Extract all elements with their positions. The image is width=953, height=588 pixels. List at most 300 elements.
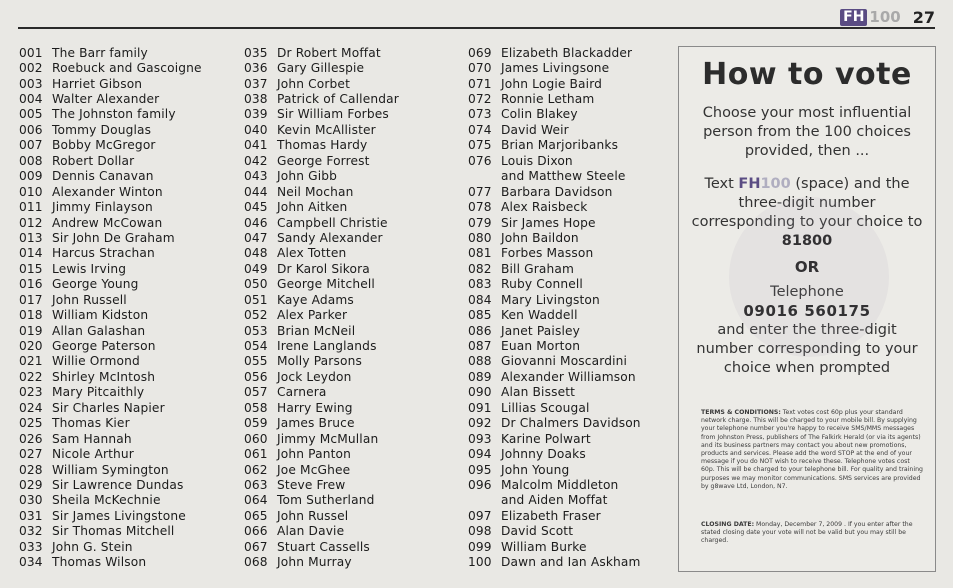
text-suffix: (space) and the three-digit number corresponding to your choice to: [691, 176, 923, 230]
list-item: [468, 122, 641, 137]
candidate-name: John G. Stein: [52, 539, 133, 554]
candidate-column-1: [19, 45, 202, 570]
candidate-number: 015: [19, 261, 43, 276]
candidate-number: 038: [244, 92, 268, 107]
list-item: [468, 138, 641, 153]
candidate-name: Harriet Gibson: [52, 76, 143, 91]
list-item: [244, 462, 399, 477]
candidate-number: 006: [19, 122, 43, 137]
candidate-number: 100: [468, 555, 492, 570]
candidate-name: Thomas Kier: [52, 416, 130, 431]
candidate-name: Patrick of Callendar: [277, 92, 399, 107]
terms-and-conditions: [701, 409, 923, 491]
list-item: [244, 261, 399, 276]
candidate-name: Alexander Williamson: [501, 369, 636, 384]
list-item: [468, 107, 641, 122]
candidate-name: John Panton: [277, 447, 351, 462]
candidate-number: 065: [244, 508, 268, 523]
candidate-name: Harry Ewing: [277, 400, 353, 415]
candidate-name: Andrew McCowan: [52, 215, 163, 230]
list-item: [19, 539, 202, 554]
candidate-number: 019: [19, 323, 43, 338]
candidate-name: John Russel: [277, 508, 349, 523]
candidate-number: 051: [244, 292, 268, 307]
candidate-name: Dr Karol Sikora: [277, 261, 370, 276]
list-item: [19, 524, 202, 539]
list-item: [244, 107, 399, 122]
candidate-number: 010: [19, 184, 43, 199]
list-item: [19, 76, 202, 91]
candidate-name: Jimmy McMullan: [277, 431, 379, 446]
candidate-name: Willie Ormond: [52, 354, 140, 369]
list-item: [244, 45, 399, 60]
list-item: [244, 307, 399, 322]
candidate-name: and Matthew Steele: [501, 169, 626, 184]
list-item: [19, 292, 202, 307]
candidate-number: 099: [468, 539, 492, 554]
candidate-number: 098: [468, 524, 492, 539]
phone-instructions: and enter the three-digit number corresponding to your choice when prompted: [696, 322, 918, 376]
candidate-number: 068: [244, 555, 268, 570]
candidate-name: The Barr family: [52, 45, 148, 60]
list-item: [244, 199, 399, 214]
list-item: [244, 338, 399, 353]
candidate-number: 032: [19, 524, 43, 539]
candidate-number: 096: [468, 477, 492, 492]
candidate-name: Dawn and Ian Askham: [501, 555, 641, 570]
candidate-name: Brian Marjoribanks: [501, 138, 619, 153]
list-item: [468, 338, 641, 353]
list-item: [244, 431, 399, 446]
candidate-number: 023: [19, 385, 43, 400]
candidate-number: 030: [19, 493, 43, 508]
candidate-name: Tommy Douglas: [52, 122, 152, 137]
list-item: [244, 524, 399, 539]
candidate-name: Lewis Irving: [52, 261, 127, 276]
candidate-name: Ruby Connell: [501, 277, 583, 292]
candidate-number: 059: [244, 416, 268, 431]
list-item: [19, 446, 202, 461]
list-item: [468, 493, 641, 508]
candidate-number: 035: [244, 45, 268, 60]
candidate-name: and Aiden Moffat: [501, 493, 608, 508]
list-item: [244, 91, 399, 106]
candidate-number: 092: [468, 416, 492, 431]
candidate-number: 026: [19, 431, 43, 446]
candidate-name: Forbes Masson: [501, 246, 594, 261]
list-item: [19, 354, 202, 369]
candidate-name: Shirley McIntosh: [52, 369, 156, 384]
vote-title: How to vote: [702, 57, 912, 92]
candidate-name: Alex Parker: [277, 308, 348, 323]
candidate-name: Dr Robert Moffat: [277, 45, 381, 60]
list-item: [244, 539, 399, 554]
candidate-name: Molly Parsons: [277, 354, 362, 369]
list-item: [19, 554, 202, 569]
candidate-name: Elizabeth Blackadder: [501, 45, 633, 60]
candidate-name: Stuart Cassells: [277, 539, 370, 554]
list-item: [244, 169, 399, 184]
list-item: [244, 354, 399, 369]
list-item: [468, 416, 641, 431]
list-item: [468, 76, 641, 91]
candidate-name: Robert Dollar: [52, 153, 135, 168]
candidate-number: 085: [468, 308, 492, 323]
candidate-number: 061: [244, 447, 268, 462]
candidate-number: 084: [468, 292, 492, 307]
list-item: [244, 60, 399, 75]
candidate-number: 083: [468, 277, 492, 292]
candidate-name: Sir Thomas Mitchell: [52, 524, 175, 539]
list-item: [468, 400, 641, 415]
page-number: 27: [912, 7, 935, 27]
list-item: [244, 246, 399, 261]
list-item: [19, 277, 202, 292]
candidate-number: 074: [468, 122, 492, 137]
candidate-number: 021: [19, 354, 43, 369]
candidate-number: 094: [468, 447, 492, 462]
candidate-name: Sir James Livingstone: [52, 508, 186, 523]
candidate-number: 093: [468, 431, 492, 446]
candidate-number: 076: [468, 153, 492, 168]
list-item: [468, 169, 641, 184]
list-item: [244, 554, 399, 569]
candidate-name: George Paterson: [52, 339, 156, 354]
candidate-number: 012: [19, 215, 43, 230]
list-item: [19, 416, 202, 431]
candidate-name: Sir James Hope: [501, 215, 596, 230]
candidate-number: 087: [468, 339, 492, 354]
candidate-name: Sir John De Graham: [52, 230, 175, 245]
list-item: [19, 138, 202, 153]
candidate-name: Kevin McAllister: [277, 122, 376, 137]
candidate-number: 054: [244, 339, 268, 354]
candidate-number: 040: [244, 122, 268, 137]
candidate-number: 002: [19, 61, 43, 76]
list-item: [468, 261, 641, 276]
candidate-name: David Weir: [501, 122, 569, 137]
list-item: [244, 153, 399, 168]
candidate-name: John Aitken: [277, 200, 348, 215]
candidate-number: 075: [468, 138, 492, 153]
list-item: [19, 60, 202, 75]
candidate-name: Carnera: [277, 385, 327, 400]
candidate-number: 056: [244, 369, 268, 384]
candidate-number: 057: [244, 385, 268, 400]
list-item: [19, 246, 202, 261]
candidate-number: 090: [468, 385, 492, 400]
candidate-number: 017: [19, 292, 43, 307]
candidate-name: Sam Hannah: [52, 431, 132, 446]
candidate-name: David Scott: [501, 524, 574, 539]
list-item: [468, 477, 641, 492]
list-item: [244, 385, 399, 400]
list-item: [244, 369, 399, 384]
candidate-number: 077: [468, 184, 492, 199]
candidate-number: 080: [468, 230, 492, 245]
candidate-number: 082: [468, 261, 492, 276]
candidate-number: 033: [19, 539, 43, 554]
candidate-name: Bill Graham: [501, 261, 575, 276]
candidate-number: 042: [244, 153, 268, 168]
text-code-100: 100: [760, 176, 791, 192]
list-item: [468, 91, 641, 106]
list-item: [19, 338, 202, 353]
list-item: [19, 107, 202, 122]
list-item: [244, 477, 399, 492]
candidate-name: Allan Galashan: [52, 323, 146, 338]
list-item: [19, 462, 202, 477]
list-item: [19, 431, 202, 446]
candidate-name: John Murray: [277, 555, 352, 570]
candidate-number: 048: [244, 246, 268, 261]
candidate-number: 018: [19, 308, 43, 323]
candidate-number: 052: [244, 308, 268, 323]
candidate-number: 005: [19, 107, 43, 122]
candidate-name: Harcus Strachan: [52, 246, 155, 261]
candidate-number: 046: [244, 215, 268, 230]
candidate-name: George Young: [52, 277, 139, 292]
candidate-name: Alan Davie: [277, 524, 345, 539]
list-item: [244, 416, 399, 431]
list-item: [19, 477, 202, 492]
candidate-name: Jock Leydon: [277, 369, 352, 384]
list-item: [468, 199, 641, 214]
candidate-number: 064: [244, 493, 268, 508]
candidate-name: Brian McNeil: [277, 323, 356, 338]
candidate-name: Irene Langlands: [277, 339, 377, 354]
candidate-number: 058: [244, 400, 268, 415]
candidate-name: Thomas Wilson: [52, 555, 147, 570]
candidate-number: 004: [19, 92, 43, 107]
candidate-name: Ken Waddell: [501, 308, 578, 323]
list-item: [468, 462, 641, 477]
list-item: [19, 493, 202, 508]
candidate-number: 009: [19, 169, 43, 184]
candidate-name: James Bruce: [277, 416, 355, 431]
candidate-number: 069: [468, 45, 492, 60]
candidate-name: Sir Charles Napier: [52, 400, 165, 415]
list-item: [244, 292, 399, 307]
candidate-number: 039: [244, 107, 268, 122]
candidate-number: 063: [244, 477, 268, 492]
candidate-name: Neil Mochan: [277, 184, 354, 199]
candidate-name: Joe McGhee: [277, 462, 351, 477]
list-item: [468, 246, 641, 261]
candidate-number: 043: [244, 169, 268, 184]
terms-label: TERMS & CONDITIONS:: [701, 409, 781, 416]
candidate-name: Bobby McGregor: [52, 138, 156, 153]
candidate-name: George Forrest: [277, 153, 370, 168]
candidate-name: Mary Livingston: [501, 292, 600, 307]
list-item: [244, 508, 399, 523]
candidate-number: 001: [19, 45, 43, 60]
candidate-name: John Logie Baird: [501, 76, 603, 91]
list-item: [468, 153, 641, 168]
candidate-number: 070: [468, 61, 492, 76]
candidate-name: Campbell Christie: [277, 215, 388, 230]
candidate-name: Alexander Winton: [52, 184, 163, 199]
list-item: [19, 307, 202, 322]
list-item: [244, 184, 399, 199]
candidate-name: Janet Paisley: [501, 323, 580, 338]
candidate-number: 050: [244, 277, 268, 292]
candidate-number: 088: [468, 354, 492, 369]
list-item: [468, 60, 641, 75]
list-item: [468, 385, 641, 400]
list-item: [19, 91, 202, 106]
list-item: [19, 369, 202, 384]
list-item: [19, 230, 202, 245]
candidate-name: Dennis Canavan: [52, 169, 154, 184]
list-item: [19, 261, 202, 276]
candidate-name: Alex Totten: [277, 246, 347, 261]
list-item: [468, 277, 641, 292]
candidate-name: Sheila McKechnie: [52, 493, 161, 508]
candidate-number: 044: [244, 184, 268, 199]
list-item: [19, 323, 202, 338]
candidate-number: 067: [244, 539, 268, 554]
candidate-name: Lillias Scougal: [501, 400, 590, 415]
candidate-name: Louis Dixon: [501, 153, 573, 168]
candidate-number: 053: [244, 323, 268, 338]
list-item: [244, 277, 399, 292]
text-prefix: Text: [704, 176, 739, 192]
text-code-fh: FH: [738, 176, 761, 192]
candidate-name: James Livingsone: [501, 61, 610, 76]
candidate-column-2: [244, 45, 399, 570]
logo-100: 100: [869, 8, 901, 26]
list-item: [468, 524, 641, 539]
candidate-name: Jimmy Finlayson: [52, 200, 153, 215]
how-to-vote-box: [678, 46, 936, 572]
text-code: [738, 176, 790, 192]
candidate-number: 027: [19, 447, 43, 462]
candidate-number: 025: [19, 416, 43, 431]
candidate-name: Sandy Alexander: [277, 230, 383, 245]
candidate-name: Dr Chalmers Davidson: [501, 416, 641, 431]
list-item: [468, 539, 641, 554]
list-item: [468, 215, 641, 230]
list-item: [468, 508, 641, 523]
candidate-number: 037: [244, 76, 268, 91]
candidate-name: George Mitchell: [277, 277, 375, 292]
candidate-name: Karine Polwart: [501, 431, 591, 446]
candidate-name: Alex Raisbeck: [501, 200, 588, 215]
candidate-number: 003: [19, 76, 43, 91]
candidate-number: 011: [19, 200, 43, 215]
candidate-name: William Kidston: [52, 308, 149, 323]
list-item: [19, 45, 202, 60]
candidate-number: 055: [244, 354, 268, 369]
candidate-name: John Young: [501, 462, 570, 477]
candidate-name: John Corbet: [277, 76, 351, 91]
candidate-name: Kaye Adams: [277, 292, 354, 307]
candidate-name: William Symington: [52, 462, 169, 477]
candidate-number: 078: [468, 200, 492, 215]
candidate-name: Walter Alexander: [52, 92, 160, 107]
closing-text: Monday, December 7, 2009 . If you enter after the stated closing date your vote will not be valid but you may still be charged.: [701, 521, 913, 545]
candidate-number: 031: [19, 508, 43, 523]
list-item: [468, 307, 641, 322]
terms-text: Text votes cost 60p plus your standard network charge. This will be charged to your mobile bill. By supplying your telephone number you're happy to receive SMS/MMS messages from Johnston Press, publishers of The Falkirk Herald (or via its agents) and its business partners may contact you about new promotions, products and services. Please add the word STOP at the end of your message if you do NOT wish to receive these. Telephone votes cost 60p. This will be charged to your telephone bill. For quality and training purposes we may monitor communications. SMS services are provided by g8wave Ltd, London, N7.: [701, 409, 923, 490]
candidate-name: Mary Pitcaithly: [52, 385, 145, 400]
background-watermark: [729, 197, 889, 357]
sms-number: 81800: [781, 233, 833, 249]
candidate-name: John Russell: [52, 292, 127, 307]
list-item: [468, 446, 641, 461]
candidate-column-3: [468, 45, 641, 570]
candidate-number: 081: [468, 246, 492, 261]
candidate-number: 014: [19, 246, 43, 261]
candidate-name: William Burke: [501, 539, 587, 554]
candidate-name: Giovanni Moscardini: [501, 354, 628, 369]
telephone-label: Telephone: [770, 284, 844, 300]
candidate-number: 022: [19, 369, 43, 384]
candidate-name: Roebuck and Gascoigne: [52, 61, 202, 76]
candidate-name: John Gibb: [277, 169, 338, 184]
fh100-logo: [840, 8, 901, 26]
candidate-number: 066: [244, 524, 268, 539]
candidate-name: Alan Bissett: [501, 385, 576, 400]
list-item: [244, 122, 399, 137]
candidate-name: Johnny Doaks: [501, 447, 586, 462]
list-item: [468, 184, 641, 199]
candidate-number: 029: [19, 477, 43, 492]
candidate-number: 097: [468, 508, 492, 523]
list-item: [19, 122, 202, 137]
candidate-number: 091: [468, 400, 492, 415]
list-item: [468, 554, 641, 569]
candidate-number: 036: [244, 61, 268, 76]
list-item: [19, 199, 202, 214]
candidate-number: 034: [19, 555, 43, 570]
list-item: [468, 45, 641, 60]
candidate-number: 008: [19, 153, 43, 168]
vote-intro: Choose your most influential person from the 100 choices provided, then ...: [702, 105, 912, 159]
candidate-number: 072: [468, 92, 492, 107]
candidate-number: 062: [244, 462, 268, 477]
candidate-name: Colin Blakey: [501, 107, 578, 122]
candidate-name: Thomas Hardy: [277, 138, 368, 153]
list-item: [19, 153, 202, 168]
list-item: [468, 369, 641, 384]
candidate-name: Tom Sutherland: [277, 493, 375, 508]
list-item: [244, 400, 399, 415]
candidate-number: 020: [19, 339, 43, 354]
list-item: [468, 354, 641, 369]
list-item: [244, 138, 399, 153]
candidate-name: Barbara Davidson: [501, 184, 613, 199]
candidate-number: 095: [468, 462, 492, 477]
candidate-number: 045: [244, 200, 268, 215]
list-item: [19, 400, 202, 415]
candidate-number: 016: [19, 277, 43, 292]
candidate-number: 073: [468, 107, 492, 122]
closing-label: CLOSING DATE:: [701, 521, 755, 528]
closing-date: [701, 521, 923, 546]
candidate-number: 024: [19, 400, 43, 415]
candidate-number: 086: [468, 323, 492, 338]
list-item: [244, 323, 399, 338]
candidate-number: 028: [19, 462, 43, 477]
candidate-name: Sir William Forbes: [277, 107, 389, 122]
candidate-number: 047: [244, 230, 268, 245]
candidate-name: Ronnie Letham: [501, 92, 595, 107]
header-rule: [18, 27, 935, 29]
list-item: [468, 230, 641, 245]
candidate-name: Elizabeth Fraser: [501, 508, 601, 523]
